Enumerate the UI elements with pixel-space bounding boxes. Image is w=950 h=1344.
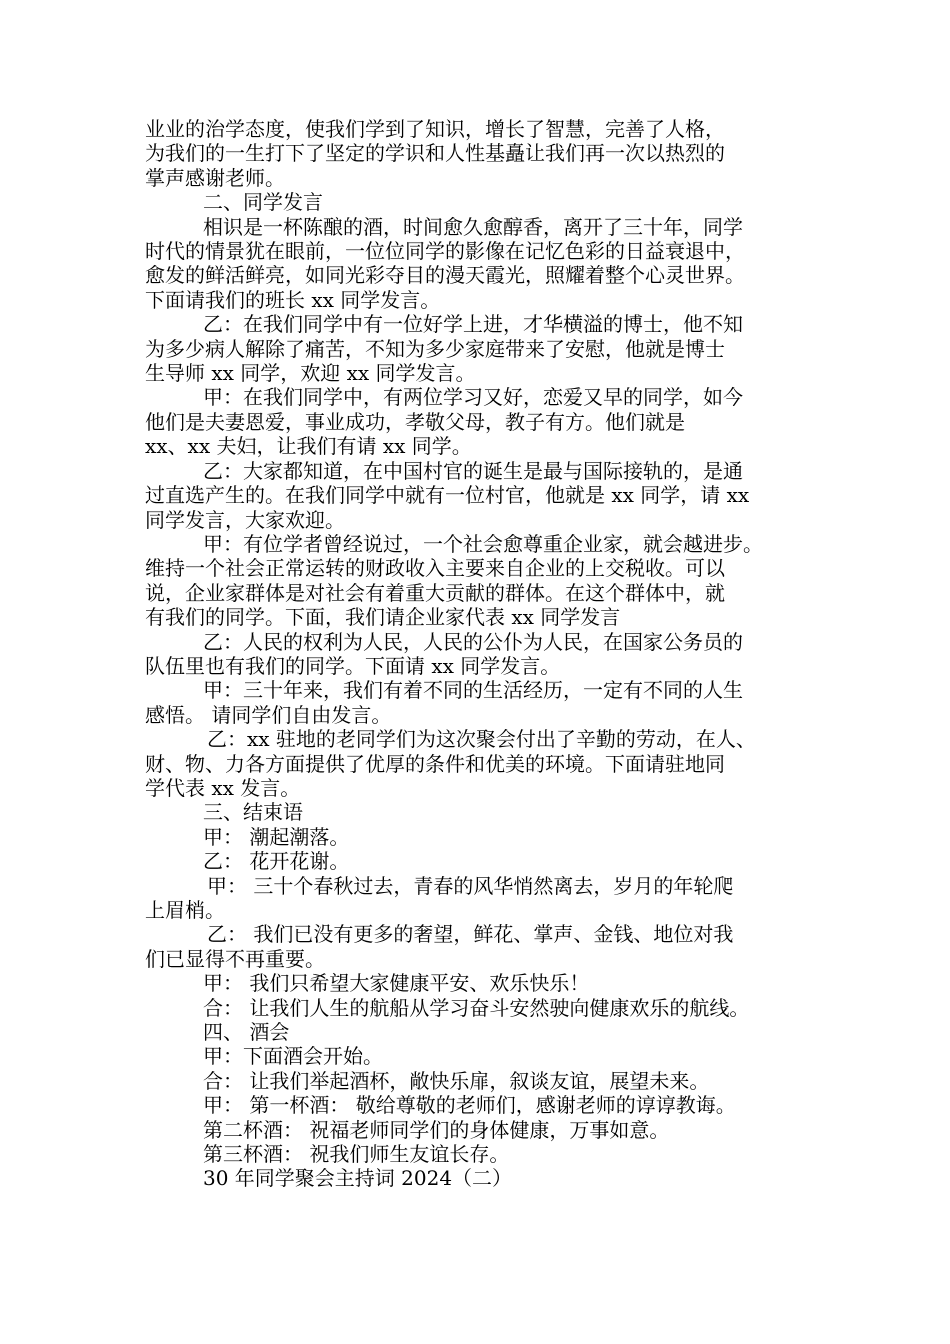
text-line: 第二杯酒： 祝福老师同学们的身体健康，万事如意。	[203, 1117, 670, 1142]
text-line: xx、xx 夫妇，让我们有请 xx 同学。	[145, 434, 472, 459]
text-line: 财、物、力各方面提供了优厚的条件和优美的环境。下面请驻地同	[145, 751, 725, 776]
text-line: 二、同学发言	[203, 190, 323, 215]
text-line: 甲： 潮起潮落。	[203, 824, 350, 849]
text-line: 愈发的鲜活鲜亮，如同光彩夺目的漫天霞光，照耀着整个心灵世界。	[145, 263, 745, 288]
text-line: 为多少病人解除了痛苦，不知为多少家庭带来了安慰，他就是博士	[145, 336, 725, 361]
text-line: 维持一个社会正常运转的财政收入主要来自企业的上交税收。可以	[145, 556, 725, 581]
text-line: 四、 酒会	[203, 1020, 290, 1045]
text-line: 甲：三十年来，我们有着不同的生活经历，一定有不同的人生	[203, 678, 743, 703]
text-line: 乙：大家都知道，在中国村官的诞生是最与国际接轨的，是通	[203, 458, 743, 483]
text-line: 甲： 三十个春秋过去，青春的风华悄然离去，岁月的年轮爬	[207, 873, 734, 898]
document-body	[145, 117, 825, 1191]
text-line: 乙： 我们已没有更多的奢望，鲜花、掌声、金钱、地位对我	[207, 922, 734, 947]
text-line: 学代表 xx 发言。	[145, 775, 301, 800]
text-line: 相识是一杯陈酿的酒，时间愈久愈醇香，离开了三十年，同学	[203, 214, 743, 239]
text-line: 三、结束语	[203, 800, 303, 825]
text-line: 他们是夫妻恩爱，事业成功，孝敬父母，教子有方。他们就是	[145, 409, 685, 434]
text-line: 乙：人民的权利为人民，人民的公仆为人民，在国家公务员的	[203, 629, 743, 654]
text-line: 第三杯酒： 祝我们师生友谊长存。	[203, 1142, 510, 1167]
text-line: 甲：下面酒会开始。	[203, 1044, 383, 1069]
text-line: 上眉梢。	[145, 898, 225, 922]
text-line: 甲：有位学者曾经说过，一个社会愈尊重企业家，就会越进步。	[203, 531, 763, 556]
text-line: 队伍里也有我们的同学。下面请 xx 同学发言。	[145, 653, 561, 678]
text-line: 甲： 第一杯酒： 敬给尊敬的老师们，感谢老师的谆谆教诲。	[203, 1093, 736, 1118]
text-line: 说，企业家群体是对社会有着重大贡献的群体。在这个群体中，就	[145, 580, 725, 605]
text-line: 有我们的同学。下面，我们请企业家代表 xx 同学发言	[145, 605, 621, 630]
text-line: 下面请我们的班长 xx 同学发言。	[145, 287, 441, 312]
text-line: 同学发言，大家欢迎。	[145, 507, 345, 532]
text-line: 乙： 花开花谢。	[203, 849, 350, 874]
text-line: 合： 让我们人生的航船从学习奋斗安然驶向健康欢乐的航线。	[203, 995, 750, 1020]
text-line: 时代的情景犹在眼前，一位位同学的影像在记忆色彩的日益衰退中，	[145, 239, 745, 264]
text-line: 30 年同学聚会主持词 2024（二）	[203, 1166, 513, 1191]
text-line: 们已显得不再重要。	[145, 946, 325, 971]
text-line: 感悟。 请同学们自由发言。	[145, 702, 392, 727]
text-line: 合： 让我们举起酒杯，敞快乐扉，叙谈友谊，展望未来。	[203, 1068, 710, 1093]
text-line: 乙：在我们同学中有一位好学上进，才华横溢的博士，他不知	[203, 312, 743, 337]
text-line: 甲： 我们只希望大家健康平安、欢乐快乐！	[203, 971, 590, 996]
text-line: 乙：xx 驻地的老同学们为这次聚会付出了辛勤的劳动，在人、	[207, 727, 756, 752]
text-line: 掌声感谢老师。	[145, 165, 285, 190]
text-line: 生导师 xx 同学，欢迎 xx 同学发言。	[145, 361, 476, 386]
text-line: 过直选产生的。在我们同学中就有一位村官，他就是 xx 同学，请 xx	[145, 483, 750, 508]
text-line: 业业的治学态度，使我们学到了知识，增长了智慧，完善了人格，	[145, 117, 725, 141]
text-line: 为我们的一生打下了坚定的学识和人性基矗让我们再一次以热烈的	[145, 141, 725, 166]
text-line: 甲：在我们同学中，有两位学习又好，恋爱又早的同学，如今	[203, 385, 743, 410]
